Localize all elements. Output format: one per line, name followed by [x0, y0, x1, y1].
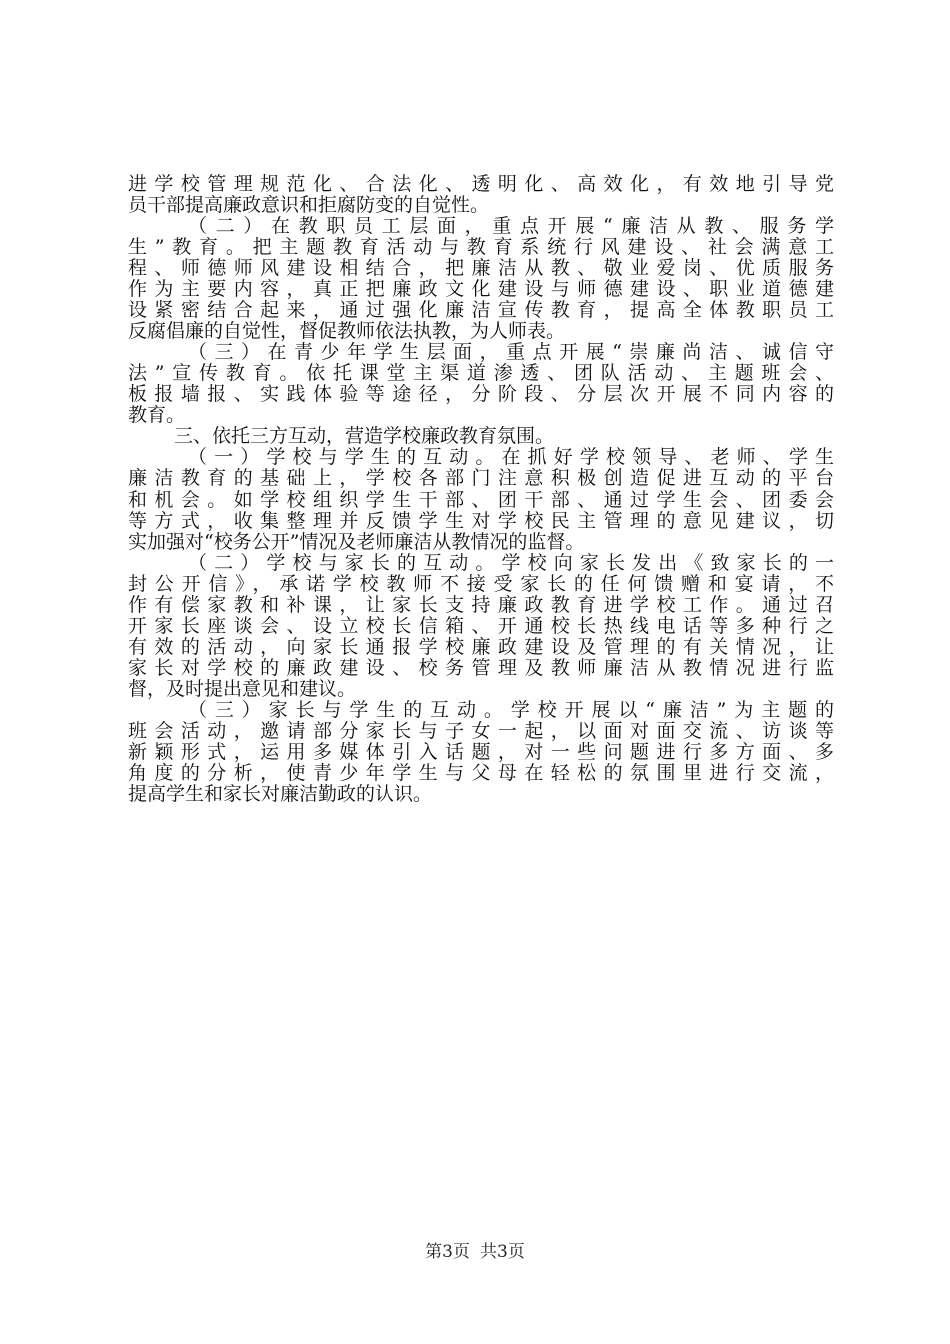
text-line: 教育。: [128, 404, 186, 426]
text-line: 提高学生和家长对廉洁勤政的认识。: [128, 783, 433, 805]
text-line: （三）家长与学生的互动。学校开展以“廉洁”为主题的: [188, 699, 834, 721]
text-line: 进学校管理规范化、合法化、透明化、高效化，有效地引导党: [128, 173, 834, 195]
text-line: 板报墙报、实践体验等途径，分阶段、分层次开展不同内容的: [128, 383, 834, 405]
text-line: 角度的分析，使青少年学生与父母在轻松的氛围里进行交流，: [128, 762, 834, 784]
text-line: 开家长座谈会、设立校长信箱、开通校长热线电话等多种行之: [128, 615, 834, 637]
text-line: （一）学校与学生的互动。在抓好学校领导、老师、学生: [188, 446, 834, 468]
text-line: 法”宣传教育。依托课堂主渠道渗透、团队活动、主题班会、: [128, 362, 834, 384]
text-line: 督，及时提出意见和建议。: [128, 678, 357, 700]
text-line: 生”教育。把主题教育活动与教育系统行风建设、社会满意工: [128, 236, 834, 258]
page-footer: [0, 1241, 950, 1263]
text-line: 有效的活动，向家长通报学校廉政建设及管理的有关情况，让: [128, 636, 834, 658]
text-line: （二）学校与家长的互动。学校向家长发出《致家长的一: [188, 552, 834, 574]
text-line: 廉洁教育的基础上，学校各部门注意积极创造促进互动的平台: [128, 467, 834, 489]
page-total: 共3页: [480, 1242, 525, 1262]
text-line: 封公开信》，承诺学校教师不接受家长的任何馈赠和宴请，不: [128, 573, 834, 595]
text-line: 和机会。如学校组织学生干部、团干部、通过学生会、团委会: [128, 489, 834, 511]
text-line: 作有偿家教和补课，让家长支持廉政教育进学校工作。通过召: [128, 594, 834, 616]
text-line: （三）在青少年学生层面，重点开展“崇廉尚洁、诚信守: [188, 341, 834, 363]
text-line: 反腐倡廉的自觉性，督促教师依法执教，为人师表。: [128, 320, 566, 342]
text-line: 家长对学校的廉政建设、校务管理及教师廉洁从教情况进行监: [128, 657, 834, 679]
text-line: 等方式，收集整理并反馈学生对学校民主管理的意见建议，切: [128, 510, 834, 532]
section-heading: 三、依托三方互动，营造学校廉政教育氛围。: [174, 425, 555, 447]
text-line: 实加强对“校务公开”情况及老师廉洁从教情况的监督。: [128, 531, 585, 553]
text-line: 新颖形式，运用多媒体引入话题，对一些问题进行多方面、多: [128, 741, 834, 763]
text-line: 班会活动，邀请部分家长与子女一起，以面对面交流、访谈等: [128, 720, 834, 742]
text-line: 设紧密结合起来，通过强化廉洁宣传教育，提高全体教职员工: [128, 299, 834, 321]
page-number: 第3页: [425, 1242, 470, 1262]
text-line: 作为主要内容，真正把廉政文化建设与师德建设、职业道德建: [128, 278, 834, 300]
text-line: 员干部提高廉政意识和拒腐防变的自觉性。: [128, 194, 490, 216]
text-line: （二）在教职员工层面，重点开展“廉洁从教、服务学: [188, 215, 834, 237]
text-line: 程、师德师风建设相结合，把廉洁从教、敬业爱岗、优质服务: [128, 257, 834, 279]
